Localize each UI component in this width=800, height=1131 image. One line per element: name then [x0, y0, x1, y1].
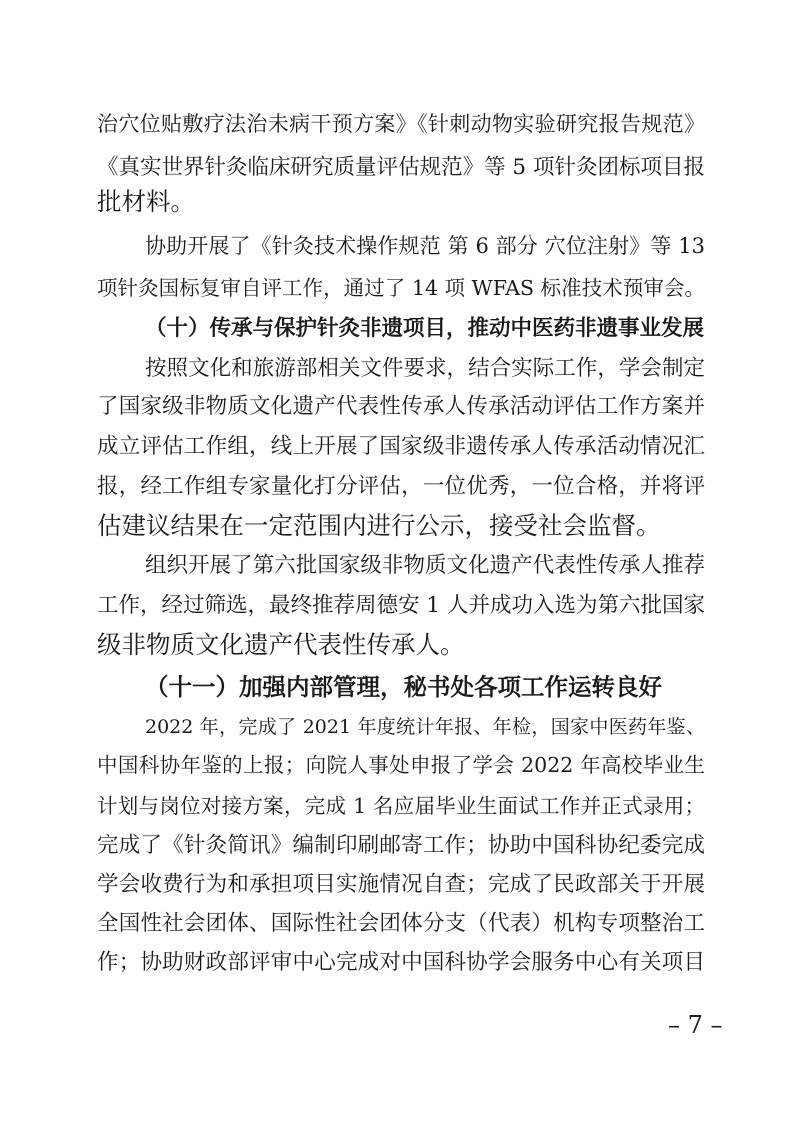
body-text-line: 工作，经过筛选，最终推荐周德安 1 人并成功入选为第六批国家	[97, 593, 705, 618]
section-heading: （十）传承与保护针灸非遗项目，推动中医药非遗事业发展	[145, 316, 705, 341]
body-text-line: 完成了《针灸简讯》编制印刷邮寄工作；协助中国科协纪委完成	[97, 833, 705, 858]
body-text-line: 学会收费行为和承担项目实施情况自查；完成了民政部关于开展	[97, 872, 705, 897]
body-text-line: 报，经工作组专家量化打分评估，一位优秀，一位合格，并将评	[97, 474, 705, 499]
body-text-line: 计划与岗位对接方案，完成 1 名应届毕业生面试工作并正式录用；	[97, 794, 705, 818]
body-text-line: 按照文化和旅游部相关文件要求，结合实际工作，学会制定	[145, 356, 705, 381]
body-text-line: 作；协助财政部评审中心完成对中国科协学会服务中心有关项目	[97, 950, 705, 975]
body-text-line: 全国性社会团体、国际性社会团体分支（代表）机构专项整治工	[97, 911, 705, 936]
body-text-line: 了国家级非物质文化遗产代表性传承人传承活动评估工作方案并	[97, 394, 705, 419]
body-text-line: 中国科协年鉴的上报；向院人事处申报了学会 2022 年高校毕业生	[97, 753, 705, 777]
body-text-line: 协助开展了《针灸技术操作规范 第 6 部分 穴位注射》等 13	[145, 234, 705, 258]
section-heading: （十一）加强内部管理，秘书处各项工作运转良好	[145, 673, 662, 701]
body-text-line: 成立评估工作组，线上开展了国家级非遗传承人传承活动情况汇	[97, 434, 705, 459]
body-text-line: 批材料。	[97, 187, 195, 216]
page-number: – 7 –	[668, 1011, 723, 1039]
body-text-line: 估建议结果在一定范围内进行公示，接受社会监督。	[97, 511, 661, 540]
body-text-line: 项针灸国标复审自评工作，通过了 14 项 WFAS 标准技术预审会。	[97, 276, 705, 300]
body-text-line: 治穴位贴敷疗法治未病干预方案》《针刺动物实验研究报告规范》	[97, 112, 705, 136]
body-text-line: 2022 年，完成了 2021 年度统计年报、年检，国家中医药年鉴、	[145, 716, 705, 738]
body-text-line: 组织开展了第六批国家级非物质文化遗产代表性传承人推荐	[145, 553, 705, 578]
body-text-line: 《真实世界针灸临床研究质量评估规范》等 5 项针灸团标项目报	[97, 155, 705, 180]
body-text-line: 级非物质文化遗产代表性传承人。	[97, 630, 465, 659]
